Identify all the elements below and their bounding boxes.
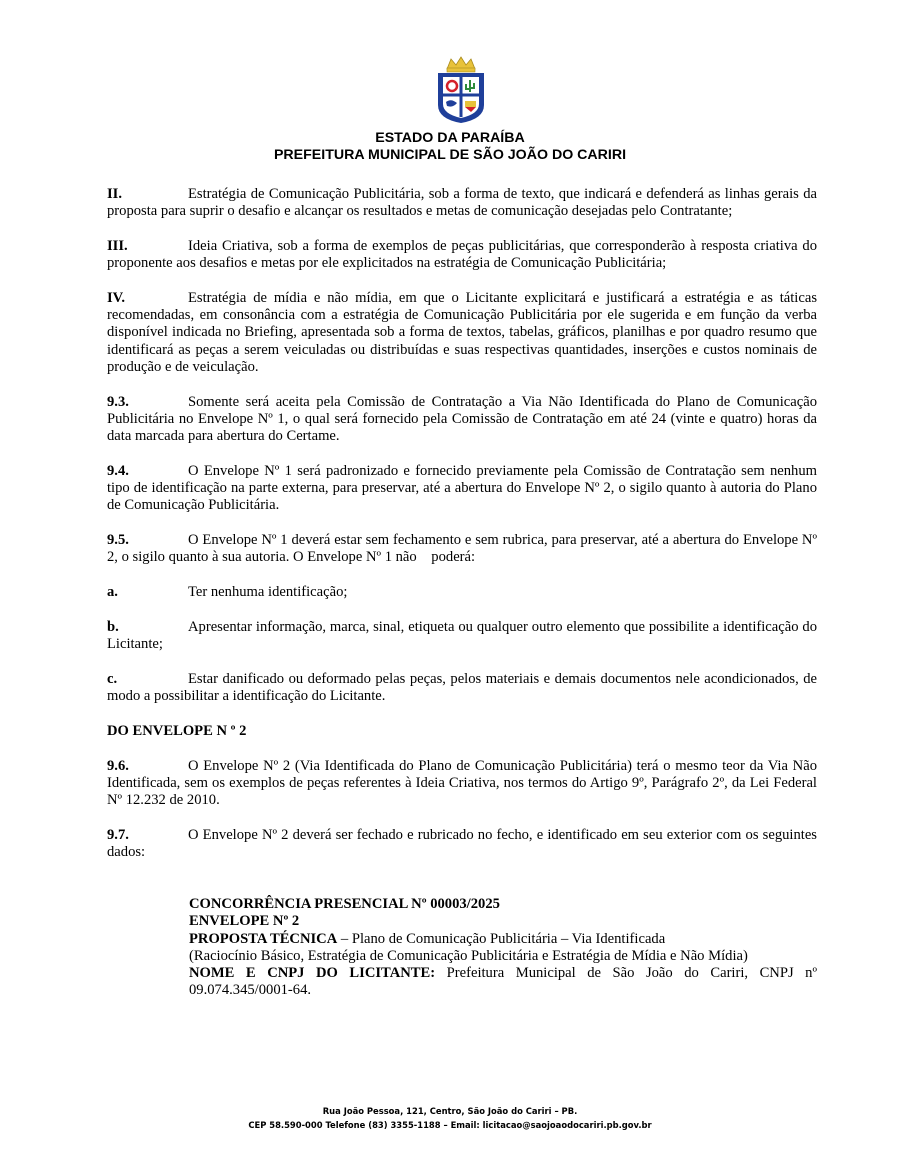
clause-text: Somente será aceita pela Comissão de Contratação a Via Não Identificada do Plano de Comunicação Publicitária no Envelope Nº 1, o qual será fornecido pela Comissão de Contratação em até 24 (vinte e quatro) horas da data marcada para abertura do Certame. [107, 393, 817, 445]
bidder-line [189, 965, 817, 999]
clause-text: Ter nenhuma identificação; [188, 584, 348, 601]
clause-text: Estar danificado ou deformado pelas peças, pelos materiais e demais documentos nele acondicionados, de modo a possibilitar a identificação do Licitante. [107, 670, 817, 705]
clause-item [107, 671, 817, 705]
clause-item [107, 186, 817, 220]
footer-address: Rua João Pessoa, 121, Centro, São João do Cariri – PB. [322, 1106, 578, 1116]
tender-number: CONCORRÊNCIA PRESENCIAL Nº 00003/2025 [189, 896, 500, 913]
envelope-number: ENVELOPE Nº 2 [189, 913, 300, 930]
clause-label: 9.4. [107, 462, 129, 479]
proposal-description: – Plano de Comunicação Publicitária – Via Identificada [337, 930, 666, 947]
proposal-line [189, 931, 817, 948]
section-title: DO ENVELOPE N º 2 [107, 722, 247, 739]
municipality-name: PREFEITURA MUNICIPAL DE SÃO JOÃO DO CARIRI [273, 147, 627, 163]
clause-label: II. [107, 186, 123, 202]
proposal-contents: (Raciocínio Básico, Estratégia de Comunicação Publicitária e Estratégia de Mídia e Não Mídia) [189, 947, 748, 964]
clause-label: c. [107, 670, 118, 687]
crest-crown [447, 57, 475, 72]
clause-label: 9.7. [107, 826, 129, 843]
clause-text: O Envelope Nº 1 deverá estar sem fechamento e sem rubrica, para preservar, até a abertura do Envelope Nº 2, o sigilo quanto à sua autoria. O Envelope Nº 1 não poderá: [107, 532, 821, 566]
clause-text: Estratégia de mídia e não mídia, em que o Licitante explicitará e justificará a estratégia e as táticas recomendadas, em consonância com a estratégia de Comunicação Publicitária por ele sugerida e em função da verba disponível indicada no Briefing, apresentada sob a forma de textos, tabelas, gráficos, planilhas e por quadro resumo que identificará as peças a serem veiculadas ou distribuídas e suas respectivas quantidades, inserções e custos nominais de produção e de veiculação. [107, 290, 817, 375]
bidder-value: Prefeitura Municipal de São João do Cariri, CNPJ nº 09.074.345/0001-64. [189, 965, 817, 999]
clause-item [107, 463, 817, 515]
clause-item [107, 532, 821, 566]
clause-item [107, 290, 817, 376]
proposal-label: PROPOSTA TÉCNICA [189, 930, 338, 947]
footer-contact: CEP 58.590-000 Telefone (83) 3355-1188 – Email: licitacao@saojoaodocariri.pb.gov.br [248, 1120, 652, 1130]
clause-item [107, 584, 817, 601]
clause-text: Estratégia de Comunicação Publicitária, sob a forma de texto, que indicará e defenderá as linhas gerais da proposta para suprir o desafio e alcançar os resultados e metas de comunicação desejadas pelo Contratante; [107, 186, 817, 220]
clause-item [107, 758, 817, 810]
bidder-label: NOME E CNPJ DO LICITANTE: [189, 965, 436, 982]
state-name: ESTADO DA PARAÍBA [375, 130, 525, 146]
clause-text: O Envelope Nº 1 será padronizado e fornecido previamente pela Comissão de Contratação sem nenhum tipo de identificação na parte externa, para preservar, até a abertura do Envelope Nº 2, o sigilo quanto à autoria do Plano de Comunicação Publicitária. [107, 462, 817, 514]
clause-item [107, 238, 817, 272]
envelope-identification-block [189, 896, 817, 999]
clause-item [107, 394, 817, 446]
municipal-crest-icon [433, 55, 489, 125]
clause-label: 9.6. [107, 757, 129, 774]
clause-label: 9.5. [107, 532, 129, 549]
clause-text: O Envelope Nº 2 (Via Identificada do Plano de Comunicação Publicitária) terá o mesmo teor da Via Não Identificada, sem os exemplos de peças referentes à Ideia Criativa, nos termos do Artigo 9º, Parágrafo 2º, da Lei Federal Nº 12.232 de 2010. [107, 757, 817, 809]
clause-label: 9.3. [107, 393, 129, 410]
clause-label: III. [107, 238, 128, 254]
clause-label: IV. [107, 290, 125, 306]
clause-item [107, 827, 817, 861]
clause-label: b. [107, 618, 119, 635]
clause-item [107, 619, 817, 653]
clause-label: a. [107, 584, 118, 601]
clause-text: Apresentar informação, marca, sinal, etiqueta ou qualquer outro elemento que possibilite a identificação do Licitante; [107, 618, 817, 653]
clause-text: Ideia Criativa, sob a forma de exemplos de peças publicitárias, que corresponderão à resposta criativa do proponente aos desafios e metas por ele explicitados na estratégia de Comunicação Publicitária; [107, 238, 817, 272]
document-body [107, 186, 821, 999]
clause-text: O Envelope Nº 2 deverá ser fechado e rubricado no fecho, e identificado em seu exterior com os seguintes dados: [107, 826, 817, 861]
